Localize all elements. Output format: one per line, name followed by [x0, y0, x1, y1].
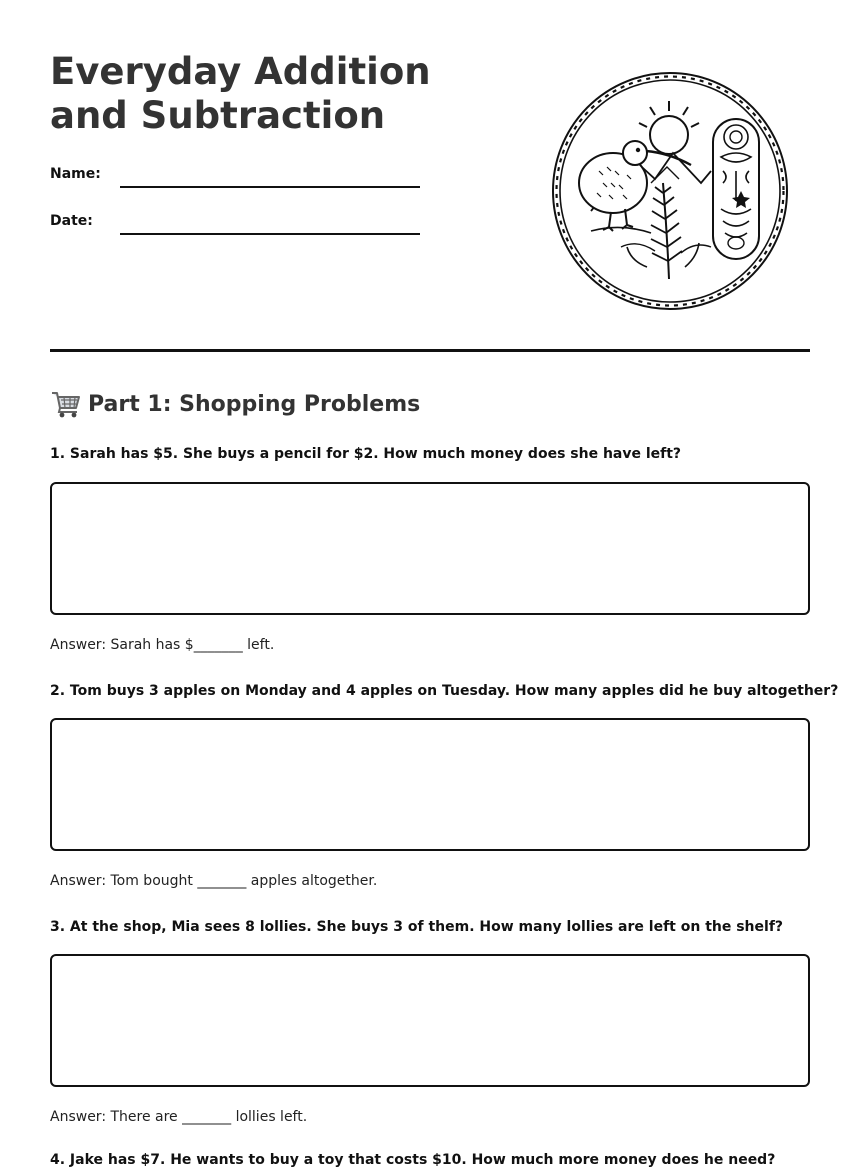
worksheet-page	[50, 0, 839, 1168]
question-2: 2. Tom buys 3 apples on Monday and 4 apples on Tuesday. How many apples did he buy altogether?	[50, 683, 839, 699]
header-divider	[50, 349, 810, 352]
work-box-1[interactable]	[50, 482, 810, 615]
work-box-3[interactable]	[50, 954, 810, 1087]
worksheet-title: Everyday Addition and Subtraction	[50, 50, 431, 137]
part1-heading	[50, 386, 420, 422]
date-label: Date:	[50, 213, 93, 229]
kiwi-fern-sun-emblem-icon	[551, 71, 789, 311]
answer-line-3: Answer: There are _______ lollies left.	[50, 1109, 308, 1125]
work-box-2[interactable]	[50, 718, 810, 851]
answer-line-1: Answer: Sarah has $_______ left.	[50, 637, 275, 653]
name-label: Name:	[50, 166, 101, 182]
part1-heading-text: Part 1: Shopping Problems	[88, 391, 421, 417]
answer-line-2: Answer: Tom bought _______ apples altogether.	[50, 873, 378, 889]
name-line[interactable]	[120, 186, 420, 188]
question-4: 4. Jake has $7. He wants to buy a toy that costs $10. How much more money does he need?	[50, 1152, 776, 1168]
date-line[interactable]	[120, 233, 420, 235]
question-3: 3. At the shop, Mia sees 8 lollies. She buys 3 of them. How many lollies are left on the shelf?	[50, 919, 784, 935]
shopping-cart-icon	[50, 388, 82, 420]
question-1: 1. Sarah has $5. She buys a pencil for $2. How much money does she have left?	[50, 446, 682, 462]
